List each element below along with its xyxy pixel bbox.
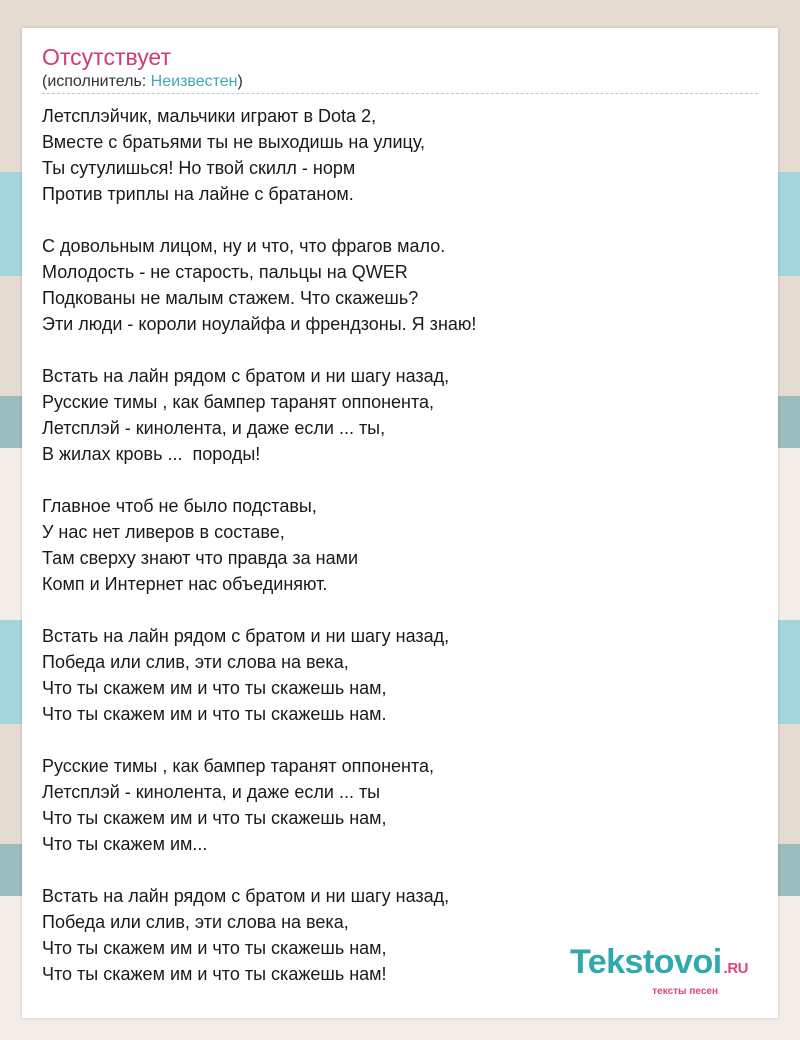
lyrics-line: Главное чтоб не было подставы,	[42, 496, 317, 516]
lyrics-line: Что ты скажем им и что ты скажешь нам,	[42, 938, 387, 958]
lyrics-line: Победа или слив, эти слова на века,	[42, 912, 349, 932]
lyrics-line: Ты сутулишься! Но твой скилл - норм	[42, 158, 356, 178]
logo-wordmark	[570, 945, 748, 986]
lyrics-line: Что ты скажем им и что ты скажешь нам,	[42, 678, 387, 698]
lyrics-verse	[42, 493, 758, 597]
artist-line	[42, 72, 243, 92]
lyrics-verse	[42, 753, 758, 857]
lyrics-line: Русские тимы , как бампер таранят оппонента,	[42, 392, 435, 412]
lyrics-verse	[42, 233, 758, 337]
lyrics-line: Подкованы не малым стажем. Что скажешь?	[42, 288, 419, 308]
logo-name: Tekstovoi	[569, 943, 722, 981]
artist-prefix: (исполнитель:	[42, 73, 151, 90]
lyrics-line: Летсплэй - кинолента, и даже если ... ты	[42, 782, 381, 802]
lyrics-verse	[42, 623, 758, 727]
lyrics-line: Вместе с братьями ты не выходишь на улицу,	[42, 132, 426, 152]
dashed-divider	[42, 93, 758, 94]
lyrics-line: Победа или слив, эти слова на века,	[42, 652, 349, 672]
lyrics-line: Против триплы на лайне с братаном.	[42, 184, 354, 204]
lyrics-line: Летсплэй - кинолента, и даже если ... ты,	[42, 418, 386, 438]
logo-suffix: .RU	[723, 960, 748, 977]
lyrics-line: Молодость - не старость, пальцы на QWER	[42, 262, 408, 282]
lyrics-verse	[42, 103, 758, 207]
lyrics-line: У нас нет ливеров в составе,	[42, 522, 285, 542]
lyrics-line: Эти люди - короли ноулайфа и френдзоны. Я знаю!	[42, 314, 477, 334]
song-title: Отсутствует	[42, 44, 171, 70]
lyrics-body	[42, 103, 758, 1013]
lyrics-verse	[42, 363, 758, 467]
lyrics-line: Комп и Интернет нас объединяют.	[42, 574, 328, 594]
artist-link[interactable]: Неизвестен	[150, 73, 238, 90]
lyrics-line: Встать на лайн рядом с братом и ни шагу назад,	[42, 886, 450, 906]
lyrics-line: Что ты скажем им и что ты скажешь нам.	[42, 704, 387, 724]
lyrics-line: Встать на лайн рядом с братом и ни шагу назад,	[42, 626, 450, 646]
lyrics-line: В жилах кровь ... породы!	[42, 444, 261, 464]
lyrics-line: Что ты скажем им и что ты скажешь нам,	[42, 808, 387, 828]
lyrics-line: Там сверху знают что правда за нами	[42, 548, 359, 568]
lyrics-line: С довольным лицом, ну и что, что фрагов мало.	[42, 236, 446, 256]
logo-tagline: тексты песен	[652, 986, 718, 997]
artist-suffix: )	[237, 73, 243, 90]
lyrics-line: Встать на лайн рядом с братом и ни шагу назад,	[42, 366, 450, 386]
site-logo[interactable]	[570, 945, 748, 998]
lyrics-line: Что ты скажем им и что ты скажешь нам!	[42, 964, 387, 984]
lyrics-line: Летсплэйчик, мальчики играют в Dota 2,	[42, 106, 377, 126]
lyrics-line: Что ты скажем им...	[42, 834, 208, 854]
lyrics-line: Русские тимы , как бампер таранят оппонента,	[42, 756, 435, 776]
lyrics-card	[22, 28, 778, 1018]
